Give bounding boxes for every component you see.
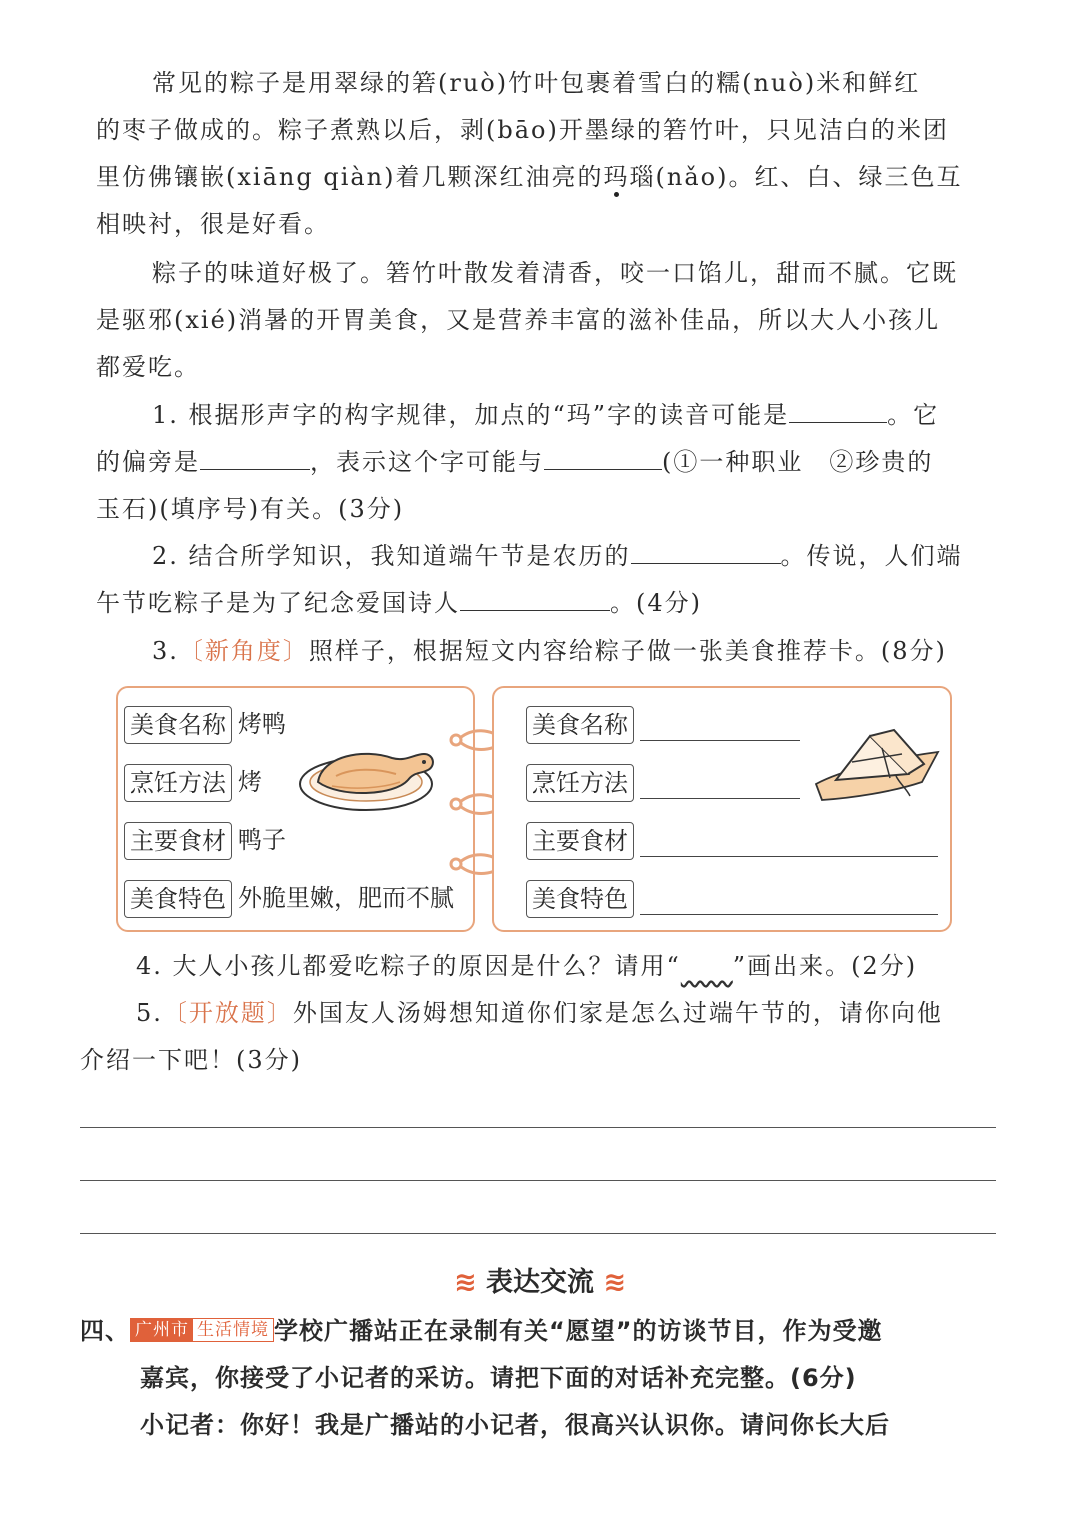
passage-line-7: 都爱吃。 xyxy=(96,353,200,381)
question-3-line xyxy=(152,628,947,675)
question-2-line-1 xyxy=(152,533,963,580)
question-2-blank-month[interactable] xyxy=(631,537,781,564)
question-1-blank-radical[interactable] xyxy=(200,443,310,470)
question-1-text-b: 。它 xyxy=(887,401,940,429)
passage-line-2: 的枣子做成的。粽子煮熟以后，剥(bāo)开墨绿的箬竹叶，只见洁白的米团 xyxy=(96,116,949,144)
left-field-value-method: 烤 xyxy=(238,768,262,796)
left-field-value-name: 烤鸭 xyxy=(238,710,286,738)
question-3-num: 3. xyxy=(152,637,179,665)
question-4-line xyxy=(136,943,917,990)
wave-left-icon: ≋ xyxy=(453,1267,477,1298)
question-1-line-2 xyxy=(96,439,933,486)
question-2-blank-poet[interactable] xyxy=(460,584,610,611)
right-field-blank-feature[interactable] xyxy=(640,914,938,915)
question-1-text-a: 1. 根据形声字的构字规律，加点的“玛”字的读音可能是 xyxy=(152,401,790,429)
question-1-text-e: (①一种职业 ②珍贵的 xyxy=(662,448,934,476)
right-field-label-feature: 美食特色 xyxy=(526,880,634,918)
right-field-blank-name[interactable] xyxy=(640,740,800,741)
left-field-value-feature: 外脆里嫩，肥而不腻 xyxy=(238,884,454,912)
left-field-label-name: 美食名称 xyxy=(124,706,232,744)
question-1-text-d: ，表示这个字可能与 xyxy=(310,448,544,476)
question-2-text-b: 。传说，人们端 xyxy=(780,542,963,570)
question-2-text-a: 2. 结合所学知识，我知道端午节是农历的 xyxy=(152,542,631,570)
question-5-line-1 xyxy=(136,990,943,1037)
passage-line-6: 是驱邪(xié)消暑的开胃美食，又是营养丰富的滋补佳品，所以大人小孩儿 xyxy=(96,306,941,334)
question-5-tag: 〔开放题〕 xyxy=(162,999,293,1027)
left-field-label-method: 烹饪方法 xyxy=(124,764,232,802)
section-title-text: 表达交流 xyxy=(486,1267,594,1298)
question-4-text-a: 4. 大人小孩儿都爱吃粽子的原因是什么？请用“ xyxy=(136,952,681,980)
dotted-char-ma: 玛 xyxy=(603,163,630,191)
zongzi-food-card xyxy=(492,686,952,932)
passage-line-5: 粽子的味道好极了。箬竹叶散发着清香，咬一口馅儿，甜而不腻。它既 xyxy=(152,259,958,287)
passage-line-1: 常见的粽子是用翠绿的箬(ruò)竹叶包裹着雪白的糯(nuò)米和鲜红 xyxy=(152,69,921,97)
question-5-num: 5. xyxy=(136,999,163,1027)
answer-line-2[interactable] xyxy=(80,1180,996,1181)
section-question-line-1 xyxy=(80,1308,883,1355)
right-field-label-name: 美食名称 xyxy=(526,706,634,744)
example-food-card xyxy=(116,686,475,932)
passage-line-3-tail: 瑙(nǎo)。红、白、绿三色互 xyxy=(629,163,963,191)
question-1-blank-meaning[interactable] xyxy=(544,443,662,470)
question-1-blank-pinyin[interactable] xyxy=(789,396,887,423)
wave-right-icon: ≋ xyxy=(603,1267,627,1298)
roast-duck-icon xyxy=(296,724,441,816)
section-question-text-1: 学校广播站正在录制有关“愿望”的访谈节目，作为受邀 xyxy=(274,1317,883,1345)
passage-line-4: 相映衬，很是好看。 xyxy=(96,210,330,238)
question-5-line-2: 介绍一下吧！(3分) xyxy=(80,1046,302,1074)
section-title xyxy=(0,1260,1080,1299)
right-field-label-method: 烹饪方法 xyxy=(526,764,634,802)
question-2-line-2 xyxy=(96,580,702,627)
question-2-text-c: 午节吃粽子是为了纪念爱国诗人 xyxy=(96,589,460,617)
question-2-text-d: 。(4分) xyxy=(610,589,702,617)
question-5-text-a: 外国友人汤姆想知道你们家是怎么过端午节的，请你向他 xyxy=(292,999,943,1027)
left-field-label-ingredient: 主要食材 xyxy=(124,822,232,860)
question-3-text: 照样子，根据短文内容给粽子做一张美食推荐卡。(8分) xyxy=(308,637,947,665)
question-1-text-c: 的偏旁是 xyxy=(96,448,200,476)
left-field-value-ingredient: 鸭子 xyxy=(238,826,286,854)
section-question-line-3: 小记者：你好！我是广播站的小记者，很高兴认识你。请问你长大后 xyxy=(140,1411,890,1439)
question-4-text-b: ”画出来。(2分) xyxy=(732,952,918,980)
answer-line-1[interactable] xyxy=(80,1127,996,1128)
wavy-line-sample xyxy=(681,952,733,980)
section-question-num: 四、 xyxy=(80,1317,130,1345)
badge-city: 广州市 xyxy=(130,1318,194,1342)
right-field-blank-ingredient[interactable] xyxy=(640,856,938,857)
right-field-blank-method[interactable] xyxy=(640,798,800,799)
badge-context: 生活情境 xyxy=(192,1318,274,1342)
section-question-line-2: 嘉宾，你接受了小记者的采访。请把下面的对话补充完整。(6分) xyxy=(140,1364,857,1392)
passage-line-3-text: 里仿佛镶嵌(xiāng qiàn)着几颗深红油亮的 xyxy=(96,163,604,191)
zongzi-icon xyxy=(812,718,942,808)
question-3-tag: 〔新角度〕 xyxy=(178,637,309,665)
passage-line-3 xyxy=(96,154,962,201)
question-1-line-1 xyxy=(152,392,939,439)
question-1-line-3: 玉石)(填序号)有关。(3分) xyxy=(96,495,405,523)
right-field-label-ingredient: 主要食材 xyxy=(526,822,634,860)
left-field-label-feature: 美食特色 xyxy=(124,880,232,918)
answer-line-3[interactable] xyxy=(80,1233,996,1234)
